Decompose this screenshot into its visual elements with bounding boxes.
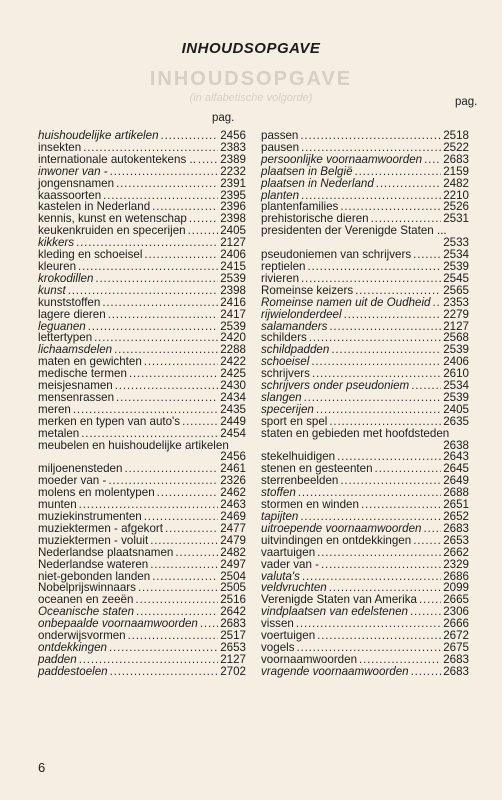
index-entry	[261, 547, 469, 559]
entry-page-number: 2688	[443, 486, 469, 500]
leader-dots	[355, 166, 441, 178]
leader-dots	[301, 273, 441, 285]
entry-page-number: 2482	[220, 545, 246, 559]
leader-dots	[175, 547, 218, 559]
leader-dots	[116, 392, 218, 404]
index-entry	[38, 166, 246, 178]
index-entry	[38, 440, 246, 452]
entry-term: schrijvers	[261, 367, 310, 381]
entry-term: kunststoffen	[38, 295, 101, 309]
entry-page-number: 2420	[220, 331, 246, 345]
entry-term: Verenigde Staten van Amerika	[261, 593, 417, 607]
index-entry	[38, 285, 246, 297]
entry-term: stormen en winden	[261, 498, 359, 512]
entry-term: paddestoelen	[38, 664, 108, 678]
leader-dots	[138, 582, 218, 594]
index-entry	[261, 654, 469, 666]
entry-term: lettertypen	[38, 331, 93, 345]
leader-dots	[78, 261, 218, 273]
entry-term: onderwijsvormen	[38, 629, 126, 643]
entry-page-number: 2449	[220, 414, 246, 428]
entry-page-number: 2539	[443, 259, 469, 273]
entry-page-number: 2405	[220, 224, 246, 238]
index-entry	[261, 154, 469, 166]
entry-page-number: 2517	[220, 629, 246, 643]
leader-dots	[411, 666, 441, 678]
leader-dots	[152, 571, 218, 583]
entry-page-number: 2522	[443, 140, 469, 154]
entry-term: kleding en schoeisel	[38, 248, 143, 262]
leader-dots	[135, 594, 218, 606]
entry-page-number: 2643	[443, 450, 469, 464]
entry-page-number: 2497	[220, 557, 246, 571]
index-entry	[38, 416, 246, 428]
entry-page-number: 2665	[443, 593, 469, 607]
entry-term: kastelen in Nederland	[38, 200, 151, 214]
leader-dots	[165, 523, 218, 535]
leader-dots	[413, 535, 441, 547]
leader-dots	[128, 630, 218, 642]
leader-dots	[182, 416, 218, 428]
entry-page-number: 2653	[220, 640, 246, 654]
entry-page-number: 2456	[220, 450, 246, 464]
entry-page-number: 2456	[220, 129, 246, 142]
entry-term: inwoner van -	[38, 164, 108, 178]
page-number: 6	[38, 760, 46, 775]
leader-dots	[144, 356, 218, 368]
bleed-through-subtitle: (in alfabetische volgorde)	[189, 92, 313, 104]
entry-page-number: 2395	[220, 188, 246, 202]
index-entry	[38, 547, 246, 559]
entry-page-number: 2422	[220, 355, 246, 369]
entry-page-number: 2383	[220, 140, 246, 154]
entry-page-number: 2533	[443, 236, 469, 250]
entry-page-number: 2651	[443, 498, 469, 512]
index-entry	[38, 654, 246, 666]
entry-term: padden	[38, 652, 77, 666]
entry-term: vogels	[261, 640, 295, 654]
entry-term: meisjesnamen	[38, 379, 113, 393]
leader-dots	[317, 630, 441, 642]
entry-term: muziekinstrumenten	[38, 510, 142, 523]
leader-dots	[316, 404, 441, 416]
entry-term: niet-gebonden landen	[38, 569, 151, 583]
entry-page-number: 2539	[220, 271, 246, 285]
leader-dots	[144, 249, 218, 261]
right-index-column	[261, 130, 469, 678]
index-entry	[38, 309, 246, 321]
entry-term: muziektermen - voluit	[38, 533, 149, 547]
leader-dots	[157, 487, 218, 499]
leader-dots	[188, 225, 218, 237]
leader-dots	[110, 166, 218, 178]
entry-term: internationale autokentekens ..	[38, 152, 196, 166]
entry-page-number: 2635	[443, 414, 469, 428]
entry-term: Nederlandse plaatsnamen	[38, 545, 174, 559]
entry-term: oceanen en zeeën	[38, 593, 134, 607]
entry-page-number: 2396	[220, 200, 246, 214]
index-entry	[38, 404, 246, 416]
index-entry	[261, 666, 469, 678]
entry-term: merken en typen van auto's	[38, 414, 181, 428]
entry-term: Romeinse namen uit de Oudheid	[261, 295, 431, 309]
entry-page-number: 2391	[220, 176, 246, 190]
entry-page-number: 2210	[443, 188, 469, 202]
entry-page-number: 2469	[220, 510, 246, 523]
entry-term: meren	[38, 402, 71, 416]
index-entry	[261, 285, 469, 297]
entry-term: miljoenensteden	[38, 462, 123, 476]
entry-term: moeder van -	[38, 474, 107, 488]
entry-page-number: 2479	[220, 533, 246, 547]
entry-term: metalen	[38, 426, 80, 440]
entry-page-number: 2638	[443, 438, 469, 452]
entry-term: vissen	[261, 617, 294, 631]
entry-page-number: 2232	[220, 164, 246, 178]
entry-term: kleuren	[38, 259, 77, 273]
entry-page-number: 2482	[443, 176, 469, 190]
entry-page-number: 2159	[443, 164, 469, 178]
entry-term: huishoudelijke artikelen	[38, 129, 159, 142]
entry-term: kaassoorten	[38, 188, 102, 202]
entry-page-number: 2531	[443, 212, 469, 226]
leader-dots	[433, 297, 441, 309]
index-entry	[261, 309, 469, 321]
entry-term: slangen	[261, 390, 302, 404]
entry-term: krokodillen	[38, 271, 94, 285]
entry-page-number: 2389	[220, 152, 246, 166]
entry-page-number: 2425	[220, 367, 246, 381]
entry-page-number: 2653	[443, 533, 469, 547]
index-entry	[261, 297, 469, 309]
entry-term: plaatsen in Nederland	[261, 176, 374, 190]
entry-page-number: 2652	[443, 510, 469, 523]
entry-page-number: 2534	[443, 379, 469, 393]
entry-page-number: 2127	[220, 236, 246, 250]
entry-page-number: 2505	[220, 581, 246, 595]
index-entry	[261, 225, 469, 237]
leader-dots	[296, 618, 441, 630]
entry-page-number: 2454	[220, 426, 246, 440]
entry-page-number: 2416	[220, 295, 246, 309]
leader-dots	[200, 618, 218, 630]
entry-term: molens en molentypen	[38, 486, 155, 500]
index-entry	[261, 166, 469, 178]
leader-dots	[331, 344, 441, 356]
entry-term: stekelhuidigen	[261, 450, 336, 464]
leader-dots	[304, 392, 441, 404]
entry-page-number: 2526	[443, 200, 469, 214]
entry-term: lagere dieren	[38, 307, 106, 321]
entry-term: specerijen	[261, 402, 314, 416]
leader-dots	[150, 535, 218, 547]
leader-dots	[340, 475, 441, 487]
entry-term: Nederlandse wateren	[38, 557, 149, 571]
entry-term: kikkers	[38, 236, 75, 250]
entry-term: valuta's	[261, 569, 300, 583]
entry-term: passen	[261, 129, 299, 142]
leader-dots	[110, 666, 218, 678]
index-entry	[38, 428, 246, 440]
entry-page-number: 2406	[220, 248, 246, 262]
leader-dots	[413, 249, 441, 261]
entry-page-number: 2288	[220, 343, 246, 357]
leader-dots	[73, 404, 218, 416]
entry-term: meubelen en huishoudelijke artikelen	[38, 438, 229, 452]
entry-page-number: 2539	[443, 390, 469, 404]
entry-page-number: 2649	[443, 474, 469, 488]
index-entry	[261, 559, 469, 571]
entry-page-number: 2127	[443, 319, 469, 333]
entry-page-number: 2461	[220, 462, 246, 476]
right-pag-header: pag.	[455, 96, 478, 108]
entry-term: insekten	[38, 140, 82, 154]
entry-page-number: 2545	[443, 271, 469, 285]
entry-term: vader van -	[261, 557, 319, 571]
entry-term: vragende voornaamwoorden	[261, 664, 409, 678]
entry-page-number: 2539	[443, 343, 469, 357]
entry-term: mensenrassen	[38, 390, 115, 404]
entry-term: prehistorische dieren	[261, 212, 369, 226]
leader-dots	[410, 606, 441, 618]
leader-dots	[150, 559, 218, 571]
entry-term: onbepaalde voornaamwoorden	[38, 617, 198, 631]
entry-page-number: 2539	[220, 319, 246, 333]
entry-term: Oceanische staten	[38, 605, 135, 619]
leader-dots	[115, 380, 218, 392]
leader-dots	[329, 416, 441, 428]
entry-term: schoeisel	[261, 355, 310, 369]
index-entry	[261, 273, 469, 285]
entry-term: rijwielonderdeel	[261, 307, 342, 321]
entry-page-number: 2463	[220, 498, 246, 512]
leader-dots	[161, 130, 218, 142]
leader-dots	[94, 332, 218, 344]
entry-page-number: 2434	[220, 390, 246, 404]
index-entry	[38, 297, 246, 309]
entry-page-number: 2477	[220, 521, 246, 535]
entry-page-number: 2435	[220, 402, 246, 416]
page-title: INHOUDSOPGAVE	[181, 40, 321, 57]
entry-term: salamanders	[261, 319, 328, 333]
entry-page-number: 2406	[443, 355, 469, 369]
leader-dots	[317, 547, 441, 559]
index-entry	[38, 273, 246, 285]
entry-page-number: 2405	[443, 402, 469, 416]
entry-page-number: 2398	[220, 212, 246, 226]
leader-dots	[355, 285, 441, 297]
entry-page-number: 2675	[443, 640, 469, 654]
entry-term: presidenten der Verenigde Staten ...	[261, 224, 447, 238]
leader-dots	[359, 654, 441, 666]
index-entry	[38, 666, 246, 678]
entry-term: pseudoniemen van schrijvers	[261, 248, 412, 262]
entry-page-number: 2534	[443, 248, 469, 262]
leader-dots	[321, 559, 441, 571]
entry-page-number: 2417	[220, 307, 246, 321]
entry-term: munten	[38, 498, 77, 512]
entry-term: vindplaatsen van edelstenen	[261, 605, 408, 619]
entry-page-number: 2568	[443, 331, 469, 345]
entry-term: uitvindingen en ontdekkingen	[261, 533, 412, 547]
entry-page-number: 2306	[443, 605, 469, 619]
entry-term: reptielen	[261, 259, 306, 273]
entry-term: staten en gebieden met hoofdsteden	[261, 426, 450, 440]
entry-page-number: 2504	[220, 569, 246, 583]
entry-term: stenen en gesteenten	[261, 462, 373, 476]
leader-dots	[411, 380, 441, 392]
entry-term: jongensnamen	[38, 176, 115, 190]
entry-term: kunst	[38, 283, 66, 297]
entry-page-number: 2329	[443, 557, 469, 571]
leader-dots	[116, 178, 218, 190]
entry-page-number: 2518	[443, 129, 469, 142]
entry-page-number: 2430	[220, 379, 246, 393]
leader-dots	[108, 309, 218, 321]
entry-page-number: 2683	[443, 152, 469, 166]
entry-page-number: 2683	[220, 617, 246, 631]
entry-page-number: 2686	[443, 569, 469, 583]
entry-page-number: 2353	[443, 295, 469, 309]
entry-term: sport en spel	[261, 414, 328, 428]
entry-page-number: 2610	[443, 367, 469, 381]
entry-term: Romeinse keizers	[261, 283, 354, 297]
entry-term: ontdekkingen	[38, 640, 107, 654]
leader-dots	[189, 213, 218, 225]
entry-term: sterrenbeelden	[261, 474, 339, 488]
entry-term: stoffen	[261, 486, 296, 500]
bleed-through-title: INHOUDSOPGAVE	[149, 68, 353, 90]
leader-dots	[424, 523, 442, 535]
entry-term: persoonlijke voornaamwoorden	[261, 152, 423, 166]
entry-term: planten	[261, 188, 300, 202]
leader-dots	[376, 178, 441, 190]
entry-page-number: 2662	[443, 545, 469, 559]
entry-term: plaatsen in België	[261, 164, 353, 178]
entry-term: leguanen	[38, 319, 86, 333]
entry-term: schildpadden	[261, 343, 330, 357]
entry-page-number: 2672	[443, 629, 469, 643]
entry-page-number: 2642	[220, 605, 246, 619]
entry-term: keukenkruiden en specerijen	[38, 224, 186, 238]
entry-page-number: 2279	[443, 307, 469, 321]
entry-page-number: 2462	[220, 486, 246, 500]
leader-dots	[124, 463, 218, 475]
entry-term: kennis, kunst en wetenschap	[38, 212, 187, 226]
entry-term: pausen	[261, 140, 300, 154]
entry-page-number: 2565	[443, 283, 469, 297]
leader-dots	[81, 428, 218, 440]
entry-page-number: 2683	[443, 652, 469, 666]
entry-page-number: 2666	[443, 617, 469, 631]
entry-page-number: 2127	[220, 652, 246, 666]
entry-page-number: 2398	[220, 283, 246, 297]
index-entry	[38, 178, 246, 190]
leader-dots	[361, 499, 441, 511]
index-entry	[38, 559, 246, 571]
entry-term: uitroepende voornaamwoorden	[261, 521, 422, 535]
leader-dots	[300, 130, 441, 142]
entry-page-number: 2645	[443, 462, 469, 476]
entry-page-number: 2326	[220, 474, 246, 488]
entry-term: tapijten	[261, 510, 299, 523]
index-entry	[261, 178, 469, 190]
entry-term: veldvruchten	[261, 581, 327, 595]
index-entry	[38, 535, 246, 547]
index-entry	[261, 535, 469, 547]
leader-dots	[129, 368, 218, 380]
entry-term: schilders	[261, 331, 307, 345]
entry-term: Nobelprijswinnaars	[38, 581, 136, 595]
entry-page-number: 2099	[443, 581, 469, 595]
entry-page-number: 2683	[443, 521, 469, 535]
leader-dots	[329, 321, 441, 333]
entry-page-number: 2516	[220, 593, 246, 607]
leader-dots	[88, 321, 218, 333]
leader-dots	[375, 463, 441, 475]
leader-dots	[198, 154, 218, 166]
entry-term: maten en gewichten	[38, 355, 142, 369]
leader-dots	[311, 356, 441, 368]
entry-term: plantenfamilies	[261, 200, 339, 214]
index-entry	[261, 404, 469, 416]
entry-term: medische termen	[38, 367, 127, 381]
leader-dots	[109, 642, 218, 654]
entry-term: schrijvers onder pseudoniem	[261, 379, 410, 393]
entry-term: rivieren	[261, 271, 300, 285]
leader-dots	[344, 309, 441, 321]
entry-term: voornaamwoorden	[261, 652, 358, 666]
entry-term: voertuigen	[261, 629, 316, 643]
entry-page-number: 2683	[443, 664, 469, 678]
entry-page-number: 2415	[220, 259, 246, 273]
index-entry	[261, 416, 469, 428]
entry-term: vaartuigen	[261, 545, 316, 559]
index-entry	[261, 428, 469, 440]
leader-dots	[95, 273, 218, 285]
entry-term: lichaamsdelen	[38, 343, 113, 357]
leader-dots	[419, 594, 441, 606]
leader-dots	[307, 261, 441, 273]
leader-dots	[424, 154, 441, 166]
left-pag-header: pag.	[212, 112, 235, 124]
left-index-column	[38, 130, 246, 678]
index-entry	[38, 154, 246, 166]
leader-dots	[79, 654, 218, 666]
leader-dots	[102, 297, 218, 309]
leader-dots	[68, 285, 218, 297]
entry-page-number: 2702	[220, 664, 246, 678]
entry-term: muziektermen - afgekort	[38, 521, 164, 535]
